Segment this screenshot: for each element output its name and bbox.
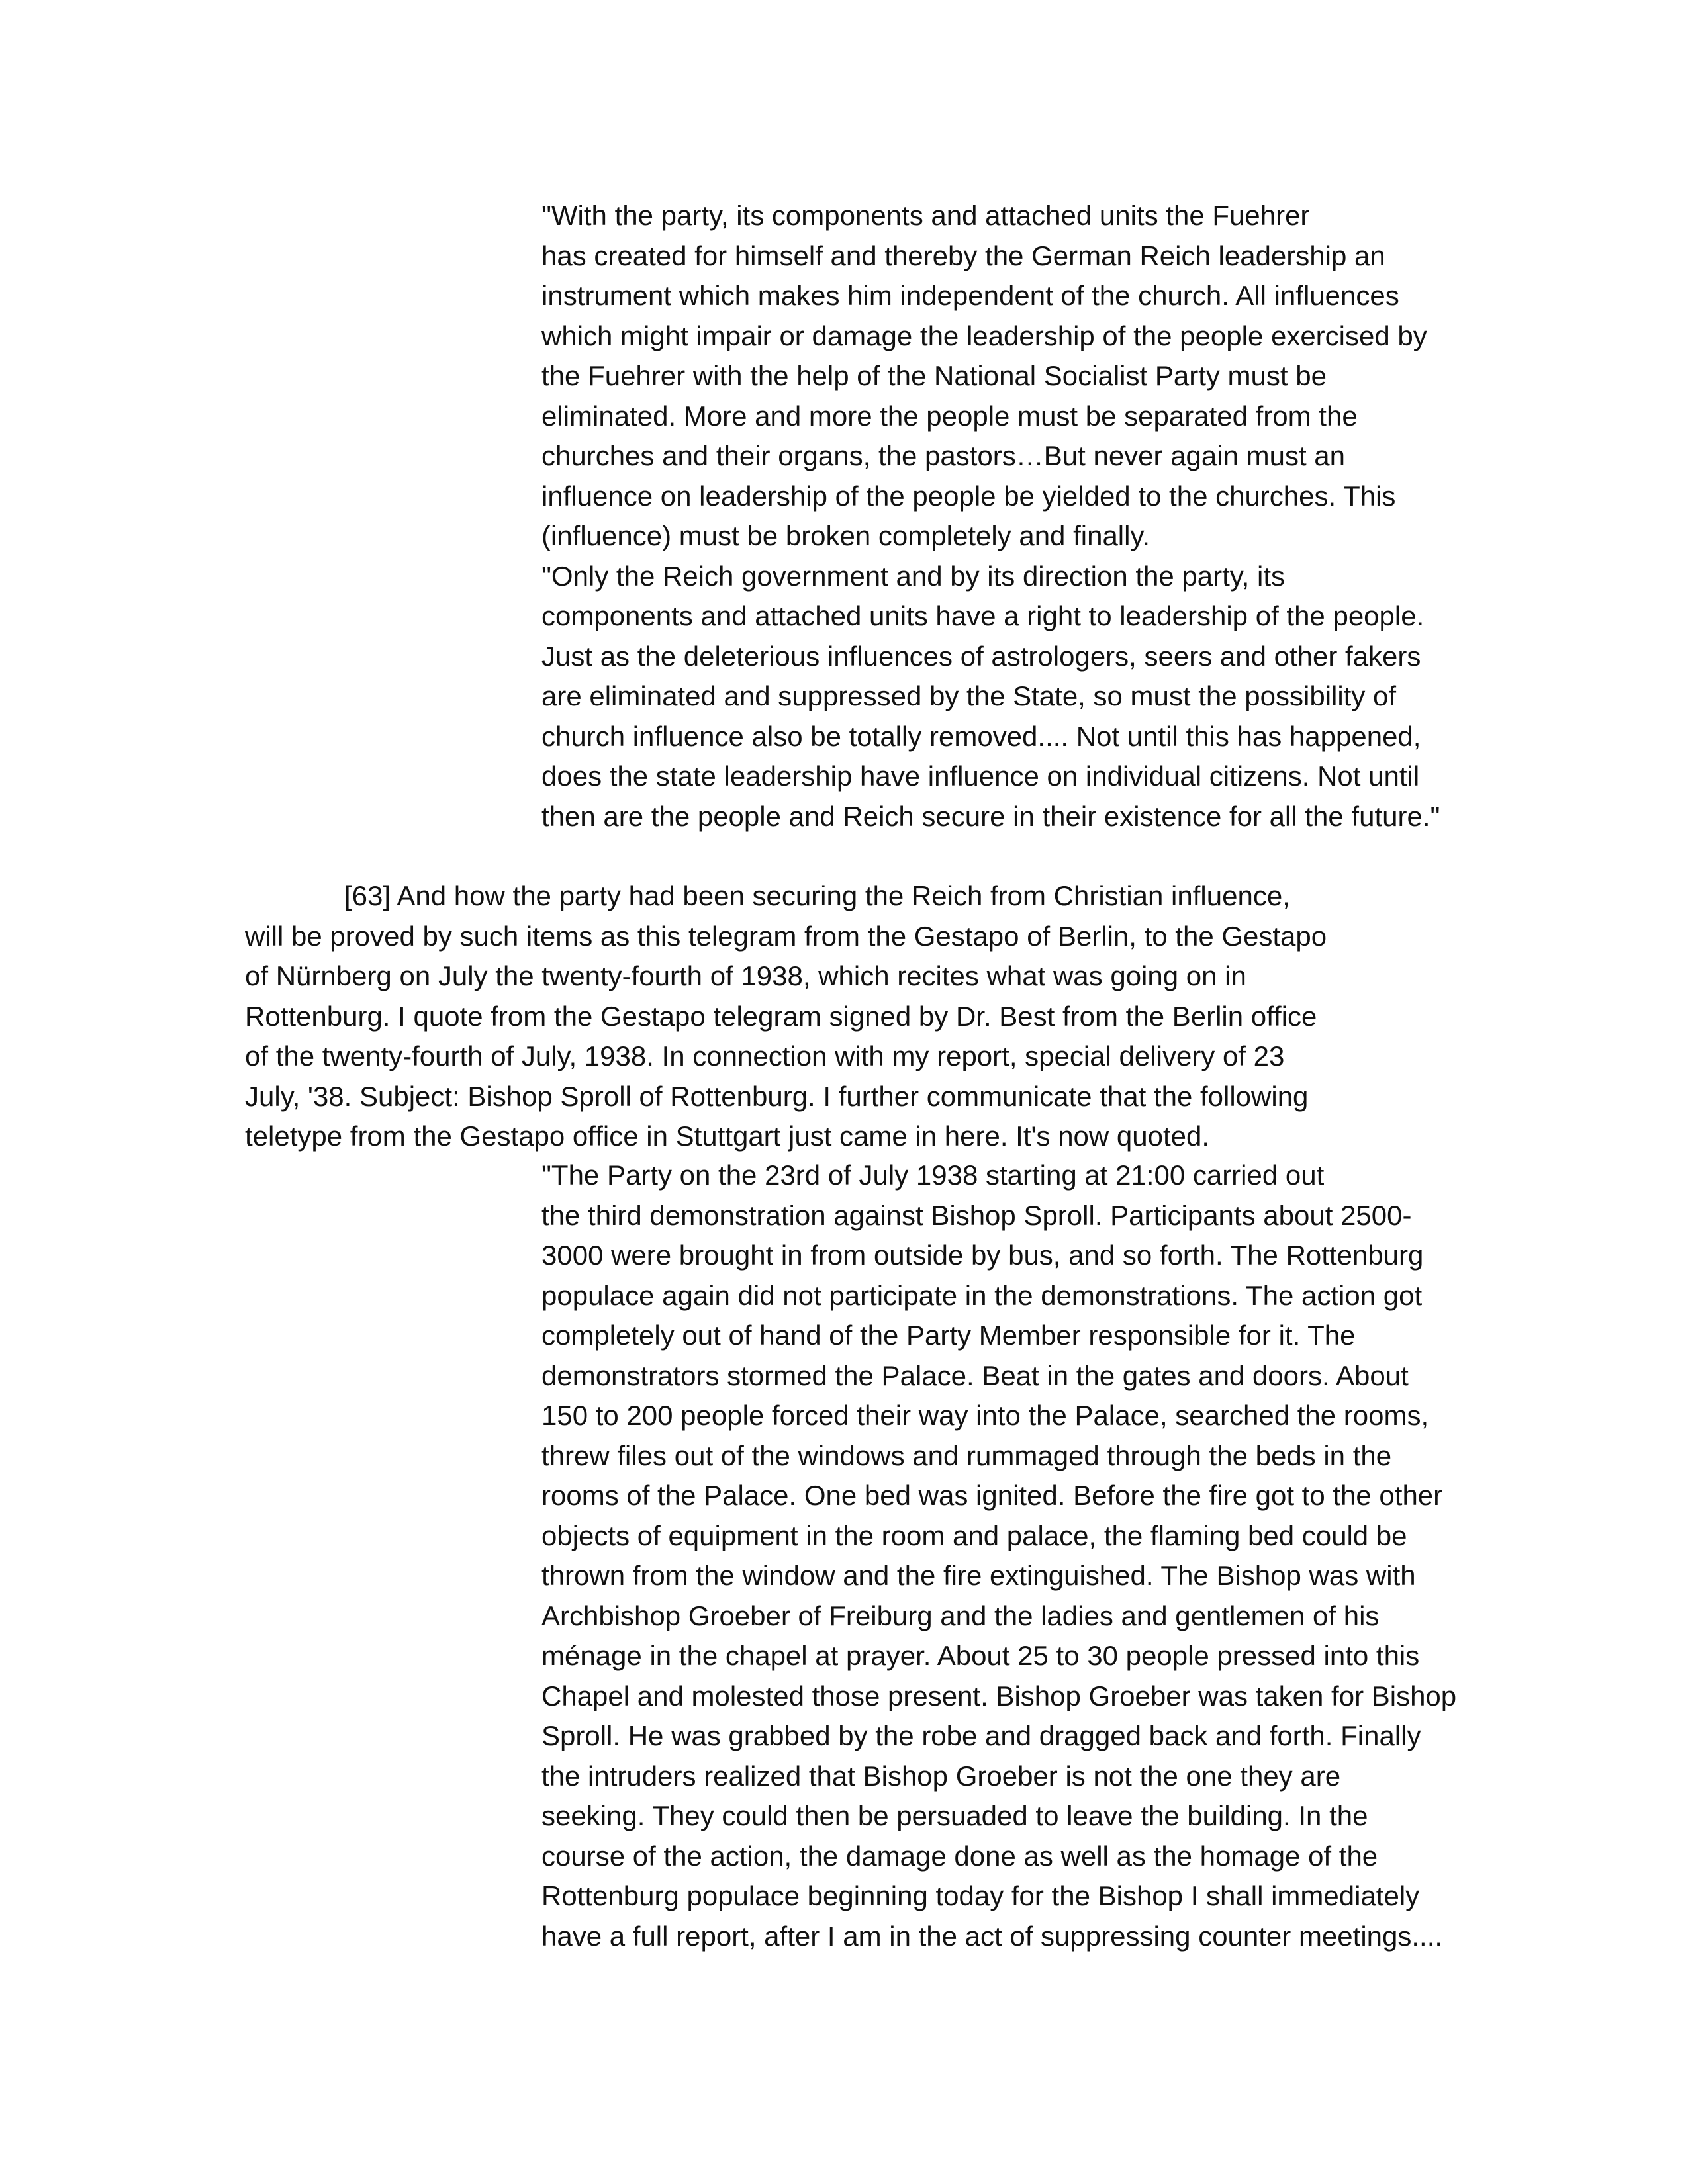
block-quote-party-instrument [442,196,1440,837]
text-line: of Nürnberg on July the twenty-fourth of 1938, which recites what was going on in [245,960,1246,991]
text-line: ménage in the chapel at prayer. About 25 to 30 people pressed into this [541,1640,1420,1671]
text-line: "Only the Reich government and by its direction the party, its [541,560,1286,592]
text-line: church influence also be totally removed.... Not until this has happened, [541,720,1421,752]
text-line: Archbishop Groeber of Freiburg and the ladies and gentlemen of his [541,1600,1380,1631]
text-line: which might impair or damage the leadership of the people exercised by [541,320,1427,351]
text-line: course of the action, the damage done as well as the homage of the [541,1840,1378,1872]
text-line: are eliminated and suppressed by the State, so must the possibility of [541,680,1397,711]
body-paragraph [245,876,1430,1157]
text-line: July, '38. Subject: Bishop Sproll of Rottenburg. I further communicate that the following [245,1080,1309,1112]
text-line: thrown from the window and the fire extinguished. The Bishop was with [541,1560,1416,1591]
text-line: completely out of hand of the Party Member responsible for it. The [541,1320,1356,1351]
text-line: teletype from the Gestapo office in Stuttgart just came in here. It's now quoted. [245,1120,1210,1152]
text-line: Sproll. He was grabbed by the robe and dragged back and forth. Finally [541,1720,1421,1751]
text-line: threw files out of the windows and rummaged through the beds in the [541,1439,1392,1471]
text-line: "With the party, its components and attached units the Fuehrer [541,200,1310,231]
text-line: of the twenty-fourth of July, 1938. In connection with my report, special delivery of 23 [245,1040,1285,1071]
text-line: objects of equipment in the room and palace, the flaming bed could be [541,1520,1407,1551]
text-line: seeking. They could then be persuaded to leave the building. In the [541,1800,1368,1831]
text-line: influence on leadership of the people be yielded to the churches. This [541,480,1396,512]
text-line: instrument which makes him independent of the church. All influences [541,280,1399,311]
text-line: the Fuehrer with the help of the National Socialist Party must be [541,360,1327,391]
text-line: 150 to 200 people forced their way into the Palace, searched the rooms, [541,1400,1429,1431]
narration-paragraph-63 [245,876,1430,1157]
text-line: Rottenburg. I quote from the Gestapo telegram signed by Dr. Best from the Berlin office [245,1000,1317,1032]
text-line: have a full report, after I am in the act of suppressing counter meetings.... [541,1920,1443,1952]
text-line: the intruders realized that Bishop Groeber is not the one they are [541,1760,1341,1792]
text-line: churches and their organs, the pastors…But never again must an [541,440,1346,471]
quote-paragraph-telegram [442,1156,1457,1956]
text-line: then are the people and Reich secure in their existence for all the future." [541,800,1440,832]
text-line: eliminated. More and more the people must be separated from the [541,400,1358,432]
quote-paragraph-1 [442,196,1435,557]
text-line: [63] And how the party had been securing the Reich from Christian influence, [344,880,1290,911]
text-line: (influence) must be broken completely and finally. [541,520,1150,551]
text-line: Rottenburg populace beginning today for the Bishop I shall immediately [541,1880,1420,1911]
text-line: has created for himself and thereby the German Reich leadership an [541,240,1385,271]
text-line: components and attached units have a right to leadership of the people. [541,600,1425,631]
text-line: Chapel and molested those present. Bishop Groeber was taken for Bishop [541,1680,1457,1711]
text-line: rooms of the Palace. One bed was ignited. Before the fire got to the other [541,1480,1443,1511]
text-line: 3000 were brought in from outside by bus, and so forth. The Rottenburg [541,1240,1424,1271]
text-line: "The Party on the 23rd of July 1938 starting at 21:00 carried out [541,1160,1325,1191]
text-line: the third demonstration against Bishop Sproll. Participants about 2500- [541,1199,1412,1231]
text-line: populace again did not participate in the demonstrations. The action got [541,1279,1423,1311]
text-line: demonstrators stormed the Palace. Beat in the gates and doors. About [541,1359,1409,1391]
text-line: Just as the deleterious influences of astrologers, seers and other fakers [541,640,1421,672]
text-line: will be proved by such items as this telegram from the Gestapo of Berlin, to the Gestapo [245,920,1327,952]
quote-paragraph-2 [442,557,1440,837]
text-line: does the state leadership have influence on individual citizens. Not until [541,760,1420,792]
block-quote-telegram [442,1156,1457,1956]
